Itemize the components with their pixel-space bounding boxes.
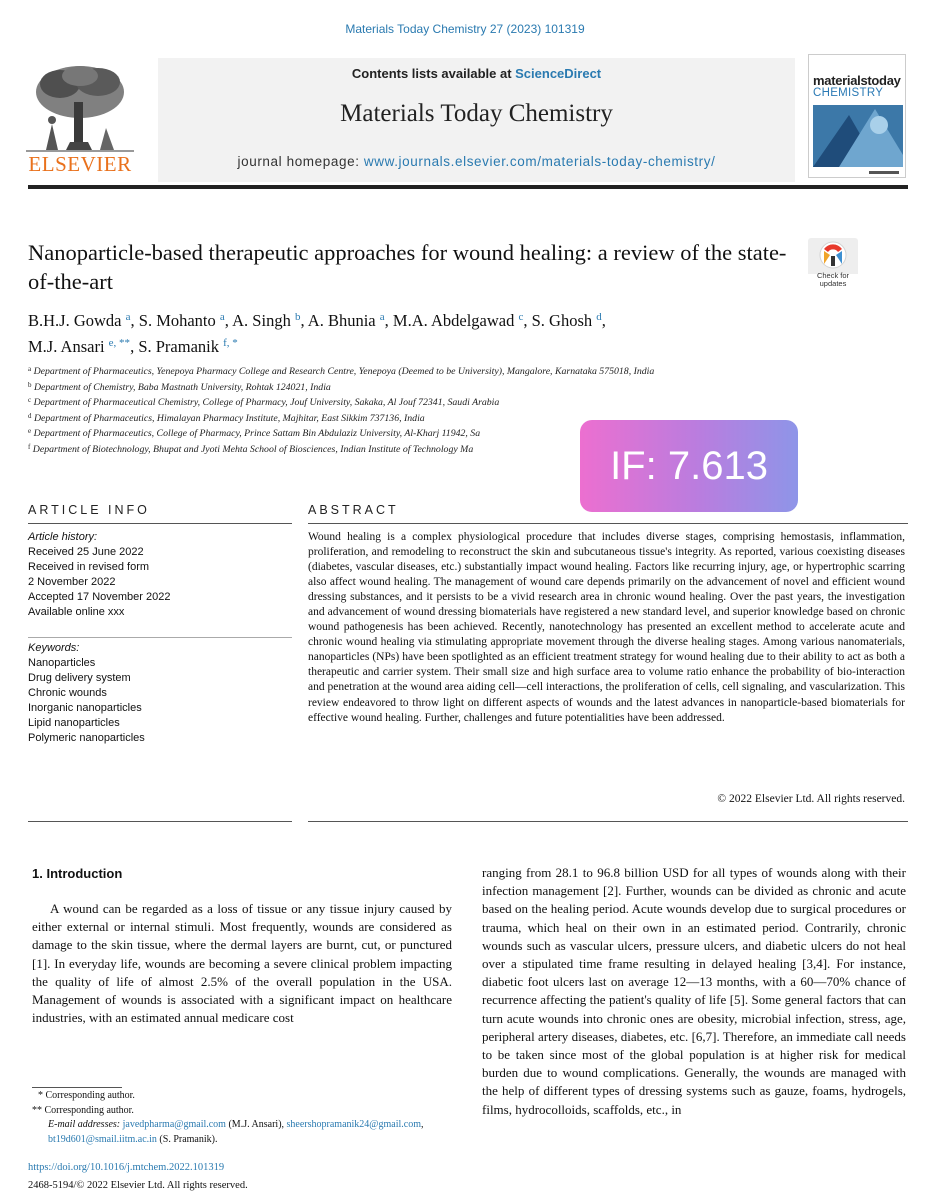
author[interactable] bbox=[308, 311, 385, 330]
affiliation-key: f bbox=[28, 442, 31, 451]
affiliation-item bbox=[28, 363, 788, 379]
affiliation-text: Department of Pharmaceutics, College of Pharmacy, Prince Sattam Bin Abdulaziz University, Al-Kharj 11942, Sa bbox=[33, 428, 481, 439]
journal-reference[interactable]: Materials Today Chemistry 27 (2023) 101319 bbox=[345, 22, 585, 36]
body-right-column: ranging from 28.1 to 96.8 billion USD for all types of wounds along with their infection management [2]. Further, wounds can be divided as chronic and acute based on the healing period. Acute wounds develop due to surgical procedures or trauma, which heal on their own in an estimated period. Contrarily, chronic wounds such as vascular ulcers, pressure ulcers, and diabetic ulcers do not heal over a stipulated time frame resulting in delayed healing [3,4]. For instance, diabetic foot ulcers last on average 12—13 months, with a 60—70% chance of recurrence affecting the patient's quality of life [5]. Some general factors that can turn acute wounds into chronic ones are obesity, microbial infection, stress, age, peripheral artery diseases, diabetes, etc. [6,7]. Therefore, an immediate call needs to be taken since most of the global population is at higher risk for medical burden due to wound complications. Generally, the wounds are managed with the help of different types of dressing systems such as gauze, foams, hydrogels, films, hydrocolloids, scaffolds, etc., in bbox=[482, 865, 906, 1117]
keyword-item: Chronic wounds bbox=[28, 687, 107, 699]
author-name: S. Ghosh bbox=[531, 311, 593, 330]
email-label: E-mail addresses: bbox=[48, 1119, 123, 1130]
impact-factor-badge: IF: 7.613 bbox=[580, 420, 798, 512]
affiliation-key: b bbox=[28, 380, 32, 389]
keyword-item: Drug delivery system bbox=[28, 672, 131, 684]
email-link-pramanik-2[interactable]: bt19d601@smail.iitm.ac.in bbox=[48, 1133, 157, 1145]
history-line: 2 November 2022 bbox=[28, 576, 116, 588]
author-name: M.A. Abdelgawad bbox=[392, 311, 515, 330]
journal-cover-image[interactable] bbox=[808, 54, 906, 178]
abstract-heading: ABSTRACT bbox=[308, 503, 399, 517]
author-name: A. Bhunia bbox=[307, 311, 376, 330]
abstract-copyright: © 2022 Elsevier Ltd. All rights reserved. bbox=[717, 793, 905, 805]
contents-line bbox=[158, 66, 795, 81]
author-affiliation-mark[interactable]: d bbox=[596, 311, 602, 323]
footnote-corresponding-2: ** Corresponding author. bbox=[32, 1104, 134, 1116]
journal-homepage-line bbox=[158, 154, 795, 169]
keyword-item: Polymeric nanoparticles bbox=[28, 732, 145, 744]
author[interactable] bbox=[232, 311, 300, 330]
header-divider bbox=[28, 185, 908, 189]
author[interactable] bbox=[532, 311, 602, 330]
email-link-pramanik-1[interactable]: sheershopramanik24@gmail.com bbox=[286, 1119, 421, 1130]
author-affiliation-mark[interactable]: a bbox=[379, 311, 385, 323]
affiliation-item bbox=[28, 379, 788, 395]
history-keywords-divider bbox=[28, 637, 292, 638]
footnotes: * Corresponding author. ** Corresponding author. E-mail addresses: javedpharma@gmail.com (M.J. Ansari), sheershopramanik24@gmail.com, bt19d601@smail.iitm.ac.in (S. Pramanik). bbox=[32, 1089, 462, 1147]
keyword-item: Lipid nanoparticles bbox=[28, 717, 120, 729]
history-line: Accepted 17 November 2022 bbox=[28, 591, 171, 603]
author-affiliation-mark[interactable]: a bbox=[125, 311, 131, 323]
keyword-list bbox=[28, 641, 292, 746]
article-info-bottom-divider bbox=[28, 821, 292, 822]
footnote-corresponding-1: * Corresponding author. bbox=[38, 1090, 135, 1101]
affiliation-key: c bbox=[28, 396, 32, 404]
author-name: B.H.J. Gowda bbox=[28, 311, 122, 330]
doi-link[interactable]: https://doi.org/10.1016/j.mtchem.2022.101319 bbox=[28, 1162, 225, 1173]
author-name: S. Pramanik bbox=[138, 337, 219, 356]
author-affiliation-mark[interactable]: c bbox=[518, 311, 524, 323]
body-left-column: A wound can be regarded as a loss of tissue or any tissue injury caused by either external or internal stimuli. Most frequently, wounds are considered as damage to the skin tissue, where the dermal layers are burnt, cut, or punctured [1]. In everyday life, wounds are becoming a severe clinical problem impacting the quality of life of almost 2.5% of the overall population in the USA. Management of wounds is associated with a significant impact on healthcare industries, with an estimated annual medicare cost bbox=[32, 901, 452, 1026]
introduction-heading: 1. Introduction bbox=[32, 866, 123, 881]
article-info-divider bbox=[28, 523, 292, 524]
affiliation-text: Department of Pharmaceutical Chemistry, College of Pharmacy, Jouf University, Sakaka, Al Jouf 72341, Saudi Arabia bbox=[33, 397, 500, 408]
footnote-divider bbox=[32, 1087, 122, 1088]
email-link-ansari[interactable]: javedpharma@gmail.com bbox=[122, 1119, 226, 1130]
author-affiliation-mark[interactable]: a bbox=[219, 311, 225, 323]
history-line: Received 25 June 2022 bbox=[28, 546, 144, 558]
abstract-bottom-divider bbox=[308, 821, 908, 822]
author[interactable] bbox=[138, 337, 237, 356]
history-line: Available online xxx bbox=[28, 606, 125, 618]
history-line: Received in revised form bbox=[28, 561, 150, 573]
abstract-divider bbox=[308, 523, 908, 524]
cover-title-line1: materialstoday bbox=[813, 73, 901, 88]
homepage-label: journal homepage: bbox=[237, 154, 364, 169]
keyword-item: Inorganic nanoparticles bbox=[28, 702, 142, 714]
author[interactable] bbox=[393, 311, 523, 330]
affiliation-item bbox=[28, 394, 788, 410]
sciencedirect-link[interactable]: ScienceDirect bbox=[515, 66, 602, 81]
email-owner-pramanik: (S. Pramanik). bbox=[156, 1133, 218, 1145]
article-history bbox=[28, 530, 292, 620]
keyword-item: Nanoparticles bbox=[28, 657, 96, 669]
article-info-heading: ARTICLE INFO bbox=[28, 503, 150, 517]
affiliation-text: Department of Chemistry, Baba Mastnath University, Rohtak 124021, India bbox=[33, 381, 331, 393]
email-owner-ansari: (M.J. Ansari), bbox=[225, 1119, 287, 1130]
author-affiliation-mark[interactable]: f, * bbox=[223, 337, 238, 349]
cover-title-line2: CHEMISTRY bbox=[813, 87, 884, 99]
issn-copyright: 2468-5194/© 2022 Elsevier Ltd. All rights reserved. bbox=[28, 1180, 248, 1191]
affiliation-text: Department of Biotechnology, Bhupat and Jyoti Mehta School of Biosciences, Indian Institute of Technology Ma bbox=[32, 443, 474, 455]
abstract-text: Wound healing is a complex physiological procedure that includes diverse stages, comprising hemostasis, inflammation, proliferation, and remodeling to reconstruct the skin and subcutaneous tissue's integrity. As reported, various coexisting diseases (diabetes, vascular diseases, etc.) substantially impact wound healing. Factors like recurring injury, age, or hypertrophic scarring also affect wound healing. The management of wound care depends primarily on the advancement of novel and efficient wound dressing substances, and it persists to be a vivid research area in chronic wound healing. Over the past years, the investigation and advancement of wound dressing biomaterials have registered a new standard level, and superior knowledge based on chronic wound pathogenesis has been achieved. Recently, nanotechnology has presented an excellent method to accelerate acute and chronic wound healing via stimulating appropriate movement through the diverse healing stages. Among various nanomaterials, nanoparticles (NPs) have been spotlighted as an efficient treatment strategy for wound healing due to their ability to act as both a therapeutic and carrier system. Their small size and high surface area to volume ratio enhance the probability of bio-interaction and penetration at the wound area aiding cell—cell interactions, the proliferation of cells, cell signaling, and vascularization. This review endeavored to throw light on different aspects of wounds and the latest advances in nanoparticle-based biomaterials for effective wound healing. Further, challenges and future potentialities have been addressed. bbox=[308, 531, 905, 724]
affiliation-key: e bbox=[28, 427, 32, 435]
author[interactable] bbox=[28, 311, 131, 330]
author[interactable] bbox=[139, 311, 225, 330]
homepage-link[interactable]: www.journals.elsevier.com/materials-today-chemistry/ bbox=[363, 154, 716, 169]
author[interactable] bbox=[28, 337, 130, 356]
article-title: Nanoparticle-based therapeutic approaches for wound healing: a review of the state-of-the-art bbox=[28, 240, 787, 294]
affiliation-key: d bbox=[28, 411, 32, 420]
elsevier-wordmark: ELSEVIER bbox=[28, 152, 132, 176]
history-label: Article history: bbox=[28, 531, 98, 543]
author-name: M.J. Ansari bbox=[28, 337, 105, 356]
author-affiliation-mark[interactable]: e, ** bbox=[108, 337, 131, 349]
affiliation-key: a bbox=[28, 365, 32, 373]
author-list: B.H.J. Gowda $^a$, S. Mohanto $^a$, A. Singh $^b$, A. Bhunia $^a$, M.A. Abdelgawad $^c$, S. Ghosh $^d$, M.J. Ansari $^{e, **}$, S. Pramanik $^{f, *}$ bbox=[28, 311, 606, 356]
keywords-label: Keywords: bbox=[28, 642, 80, 654]
author-affiliation-mark[interactable]: b bbox=[294, 311, 301, 323]
contents-prefix: Contents lists available at bbox=[351, 66, 516, 81]
author-name: S. Mohanto bbox=[138, 311, 216, 330]
check-for-updates-label[interactable]: Check for updates bbox=[816, 271, 850, 288]
affiliation-text: Department of Pharmaceutics, Himalayan Pharmacy Institute, Majhitar, East Sikkim 737136, India bbox=[33, 412, 425, 424]
affiliation-text: Department of Pharmaceutics, Yenepoya Pharmacy College and Research Centre, Yenepoya (Deemed to be University), Mangalore, Karnataka 575018, India bbox=[33, 366, 655, 377]
journal-title: Materials Today Chemistry bbox=[340, 100, 613, 127]
author-name: A. Singh bbox=[232, 311, 291, 330]
